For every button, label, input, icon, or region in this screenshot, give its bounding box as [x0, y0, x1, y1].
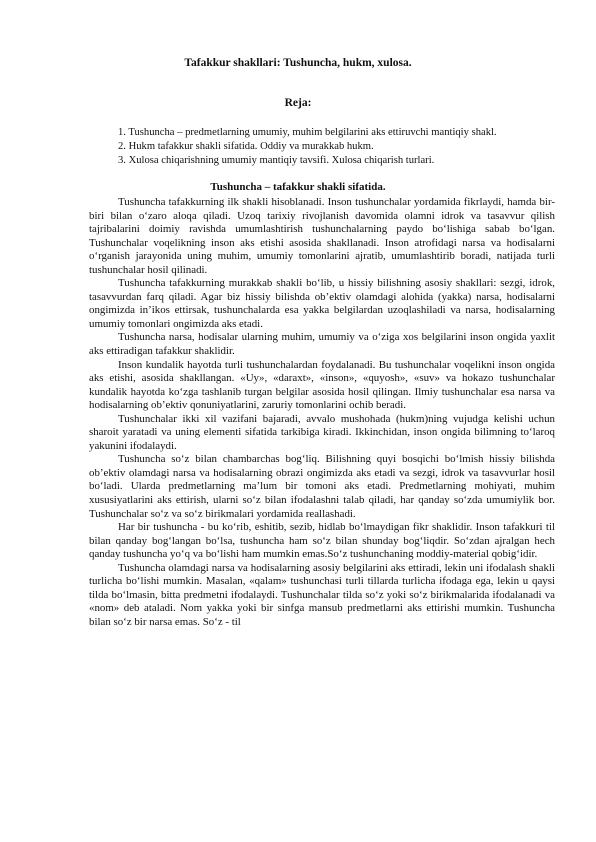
plan-item: 2. Hukm tafakkur shakli sifatida. Oddiy va murakkab hukm.: [118, 141, 374, 152]
paragraph: Tushuncha narsa, hodisalar ularning muhim, umumiy va o‘ziga xos belgilarini inson ongida yaxlit aks ettiradigan tafakkur shaklidir.: [89, 331, 555, 358]
plan-item: 3. Xulosa chiqarishning umumiy mantiqiy tavsifi. Xulosa chiqarish turlari.: [118, 155, 435, 166]
paragraph: Tushuncha olamdagi narsa va hodisalarning asosiy belgilarini aks ettiradi, lekin uni ifodalash shakli turlicha bo‘lishi mumkin. Masalan, «qalam» tushunchasi turli tillarda turlicha ifodaga ega, lekin u qaysi tilda bo‘lmasin, bitta predmetni ifodalaydi. Tushunchalar tilda so‘z yoki so‘z birikmalarida ifodalanadi va «nom» deb ataladi. Nom yakka yoki bir sinfga mansub predmetlarni aks ettirishi mumkin. Tushuncha bilan so‘z bir narsa emas. So‘z - til: [89, 561, 555, 628]
paragraph: Tushuncha tafakkurning ilk shakli hisoblanadi. Inson tushunchalar yordamida fikrlaydi, hamda bir-biri bilan o‘zaro aloqa qiladi. Uzoq tarixiy rivojlanish davomida olamni idrok va tasavvur qilish tajribalarini doimiy ravishda umumlashtirish tushunchalarning paydo bo‘lishiga sabab bo‘lgan. Tushunchalar voqelikning inson aks etishi asosida shakllanadi. Inson atrofidagi narsa va hodisalarni o‘rganish jarayonida uning muhim, umumiy tomonlarini ajratib, umumlashtirib boradi, natijada turli tushunchalar hosil qilinadi.: [89, 196, 555, 276]
plan-list: [118, 126, 568, 168]
plan-item: 1. Tushuncha – predmetlarning umumiy, muhim belgilarini aks ettiruvchi mantiqiy shakl.: [118, 127, 497, 138]
paragraph: Tushuncha tafakkurning murakkab shakli bo‘lib, u hissiy bilishning asosiy shakllari: sezgi, idrok, tasavvurdan farq qiladi. Agar biz hissiy bilishda ob’ektiv olamdagi alohida (yakka) narsa, hodisalarni ongimizda in’ikos ettirsak, tushunchalarda esa yakka belgilardan uzoqlashiladi va narsa, hodisalarning umumiy tomonlari ongimizda aks etadi.: [89, 277, 555, 330]
section-title: Tushuncha – tafakkur shakli sifatida.: [210, 181, 386, 193]
plan-heading: Reja:: [284, 97, 312, 109]
paragraph: Tushuncha so‘z bilan chambarchas bog‘liq. Bilishning quyi bosqichi bo‘lmish hissiy bilishda ob’ektiv olamdagi narsa va hodisalarning obrazi ongimizda aks etadi va sezgi, idrok va tasavvurlar hosil bo‘ladi. Ularda predmetlarning ma’lum bir tomoni aks etadi. Predmetlarning mohiyati, muhim xususiyatlarini aks ettirish, ularni so‘z bilan ifodalashni talab qiladi, har qanday so‘zda umumiylik bor. Tushunchalar so‘z va so‘z birikmalari yordamida reallashadi.: [89, 453, 555, 520]
body-text: [89, 196, 555, 630]
document-title: Tafakkur shakllari: Tushuncha, hukm, xulosa.: [184, 57, 412, 69]
paragraph: Har bir tushuncha - bu ko‘rib, eshitib, sezib, hidlab bo‘lmaydigan fikr shaklidir. Inson tafakkuri til bilan qanday bog‘langan bo‘lsa, tushuncha ham so‘z bilan shunday bog‘liqdir. So‘zdan ajralgan hech qanday tushuncha yo‘q va bo‘lishi ham mumkin emas.So‘z tushunchaning moddiy-material qobig‘idir.: [89, 521, 555, 561]
paragraph: Tushunchalar ikki xil vazifani bajaradi, avvalo mushohada (hukm)ning vujudga kelishi uchun sharoit yaratadi va uning elementi sifatida tarkibiga kiradi. Ikkinchidan, inson ongida bilimning to‘laroq yakunini ifodalaydi.: [89, 412, 555, 452]
paragraph: Inson kundalik hayotda turli tushunchalardan foydalanadi. Bu tushunchalar voqelikni inson ongida aks etishi, asosida shakllangan. «Uy», «daraxt», «inson», «quyosh», «suv» va hokazo tushunchalar kundalik hayotda ko‘zga tashlanib turgan belgilar asosida hosil qilingan. Ilmiy tushunchalar esa narsa va hodisalarning ob’ektiv qonuniyatlarini, zaruriy tomonlarini ochib beradi.: [89, 358, 555, 412]
